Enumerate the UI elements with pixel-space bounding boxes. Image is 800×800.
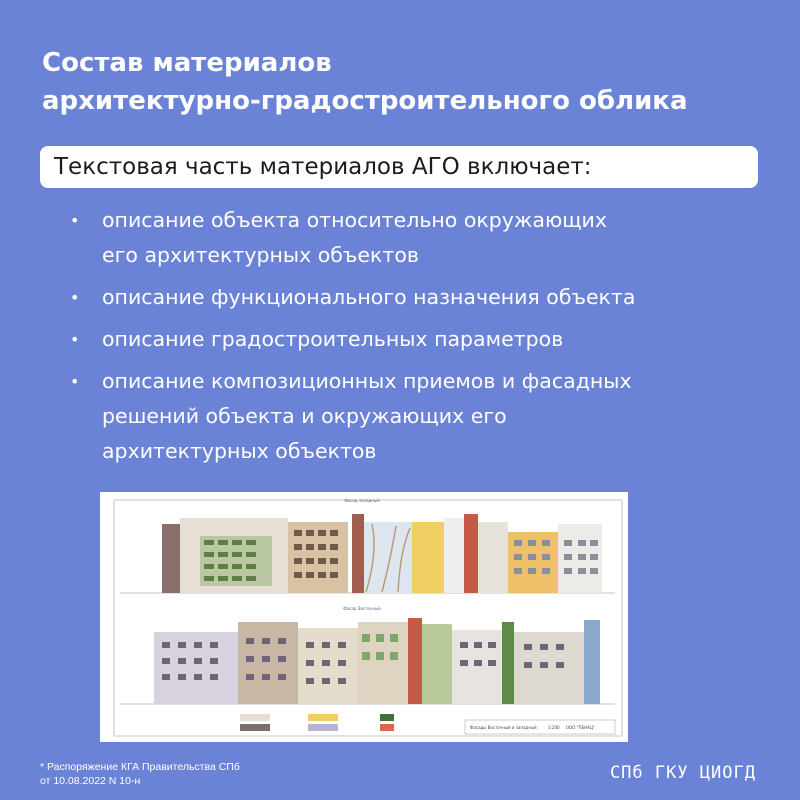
- list-item: [66, 364, 766, 469]
- list-item: [66, 203, 766, 273]
- list-item-line: описание объекта относительно окружающих: [102, 208, 607, 232]
- list-item-line: решений объекта и окружающих его: [102, 404, 507, 428]
- list-item-line: описание градостроительных параметров: [102, 327, 564, 351]
- title-block-scale: 1:200: [548, 725, 560, 730]
- title-line-2: архитектурно-градостроительного облика: [42, 86, 688, 116]
- bottom-facade-caption: Фасад Восточный: [343, 606, 381, 611]
- title-block-org: ООО "ПЕНАЦ": [566, 725, 595, 730]
- list-item-line: его архитектурных объектов: [102, 243, 419, 267]
- title-block-text: Фасады Восточный и западный: [470, 725, 537, 730]
- footnote-line-1: * Распоряжение КГА Правительства СПб: [40, 761, 240, 773]
- list-item-line: архитектурных объектов: [102, 439, 377, 463]
- facade-drawing: [100, 492, 628, 742]
- brand-signature: СПб ГКУ ЦИОГД: [609, 763, 756, 783]
- section-subheader: Текстовая часть материалов АГО включает:: [40, 146, 758, 188]
- list-item-line: описание композиционных приемов и фасадных: [102, 369, 632, 393]
- bullet-icon: •: [70, 372, 80, 391]
- list-item-line: описание функционального назначения объекта: [102, 285, 636, 309]
- bullet-icon: •: [70, 211, 80, 230]
- title-line-1: Состав материалов: [42, 48, 332, 78]
- list-item: [66, 280, 766, 315]
- footnote: [40, 760, 340, 788]
- list-item: [66, 322, 766, 357]
- top-facade-caption: Фасад западный: [344, 498, 380, 503]
- bullet-icon: •: [70, 288, 80, 307]
- bullet-list: [66, 203, 766, 476]
- footnote-line-2: от 10.08.2022 N 10-н: [40, 775, 141, 787]
- page-title: [42, 44, 762, 120]
- bullet-icon: •: [70, 330, 80, 349]
- facade-drawing-svg: [100, 492, 628, 742]
